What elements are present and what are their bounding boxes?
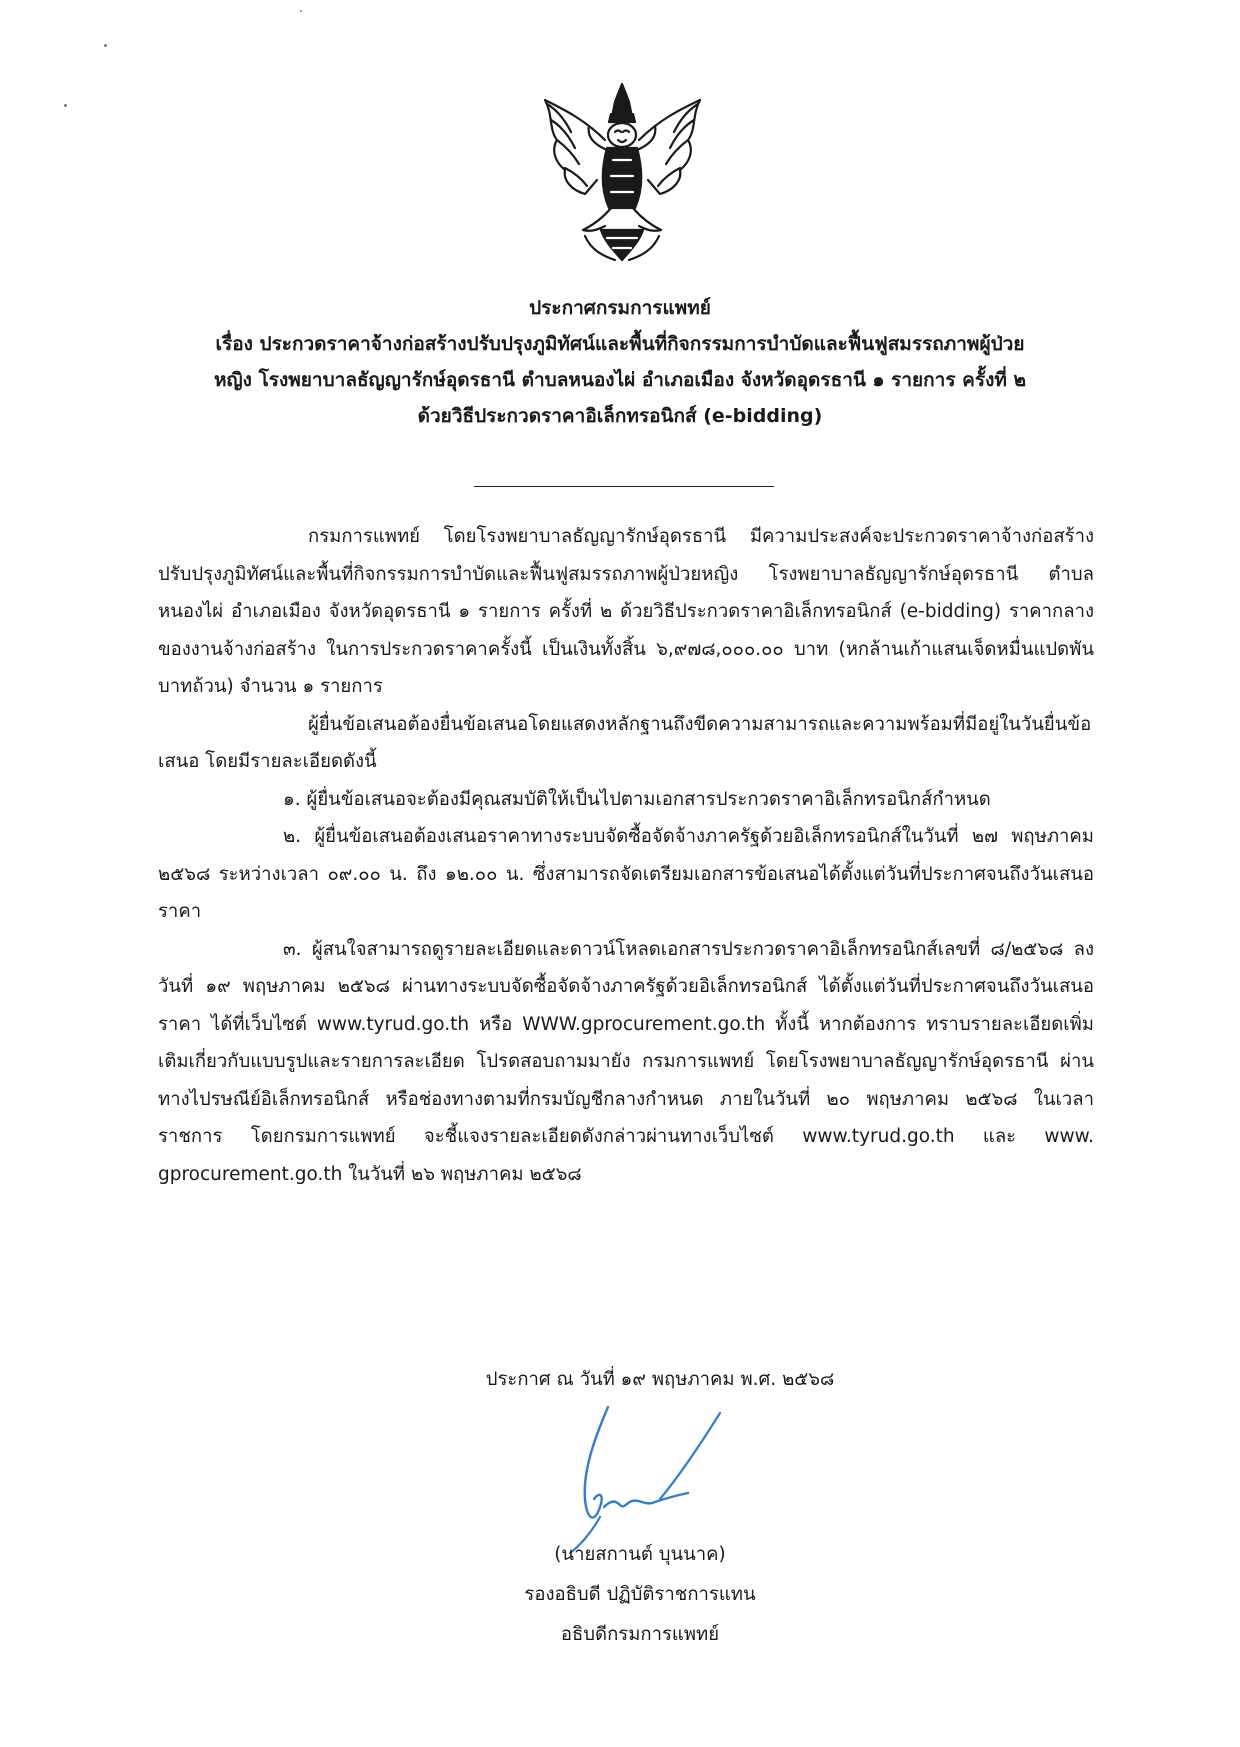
handwritten-signature-icon bbox=[560, 1395, 730, 1555]
paragraph-item-1: ๑. ผู้ยื่นข้อเสนอจะต้องมีคุณสมบัติให้เป็นไปตามเอกสารประกวดราคาอิเล็กทรอนิกส์กำหนด bbox=[283, 788, 991, 810]
announcement-date: ประกาศ ณ วันที่ ๑๙ พฤษภาคม พ.ศ. ๒๕๖๘ bbox=[485, 1369, 835, 1390]
paragraph-item-2: ๒. ผู้ยื่นข้อเสนอต้องเสนอราคาทางระบบจัดซื้อจัดจ้างภาครัฐด้วยอิเล็กทรอนิกส์ในวันที่ ๒๗ พฤษภาคม ๒๕๖๘ ระหว่างเวลา ๐๙.๐๐ น. ถึง ๑๒.๐๐ น. ซึ่งสามารถจัดเตรียมเอกสารข้อเสนอได้ตั้งแต่วันที่ประกาศจนถึงวันเสนอราคา bbox=[158, 826, 1100, 922]
signer-position: รองอธิบดี ปฏิบัติราชการแทน bbox=[524, 1584, 756, 1605]
issuer-title: ประกาศกรมการแพทย์ bbox=[529, 297, 711, 319]
announcement-header bbox=[140, 290, 1100, 434]
subject-line-3: ด้วยวิธีประกวดราคาอิเล็กทรอนิกส์ (e-bidding) bbox=[417, 405, 823, 427]
paragraph-intro: กรมการแพทย์ โดยโรงพยาบาลธัญญารักษ์อุดรธานี มีความประสงค์จะประกวดราคาจ้างก่อสร้างปรับปรุงภูมิทัศน์และพื้นที่กิจกรรมการบำบัดและฟื้นฟูสมรรถภาพผู้ป่วยหญิง โรงพยาบาลธัญญารักษ์อุดรธานี ตำบลหนองไผ่ อำเภอเมือง จังหวัดอุดรธานี ๑ รายการ ครั้งที่ ๒ ด้วยวิธีประกวดราคาอิเล็กทรอนิกส์ (e-bidding) ราคากลางของงานจ้างก่อสร้าง ในการประกวดราคาครั้งนี้ เป็นเงินทั้งสิ้น ๖,๙๗๘,๐๐๐.๐๐ บาท (หกล้านเก้าแสนเจ็ดหมื่นแปดพันบาทถ้วน) จำนวน ๑ รายการ bbox=[158, 526, 1094, 697]
announcement-body bbox=[158, 518, 1100, 1193]
signer-name: (นายสกานต์ บุนนาค) bbox=[554, 1544, 726, 1565]
garuda-emblem-icon bbox=[535, 80, 710, 265]
scan-speck bbox=[64, 104, 67, 107]
signer-on-behalf: อธิบดีกรมการแพทย์ bbox=[560, 1624, 720, 1645]
signer-block bbox=[440, 1535, 840, 1655]
subject-line-2: หญิง โรงพยาบาลธัญญารักษ์อุดรธานี ตำบลหนองไผ่ อำเภอเมือง จังหวัดอุดรธานี ๑ รายการ ครั้งที่ ๒ bbox=[213, 369, 1027, 391]
scan-speck bbox=[104, 44, 107, 47]
paragraph-item-3: ๓. ผู้สนใจสามารถดูรายละเอียดและดาวน์โหลดเอกสารประกวดราคาอิเล็กทรอนิกส์เลขที่ ๘/๒๕๖๘ ลงวันที่ ๑๙ พฤษภาคม ๒๕๖๘ ผ่านทางระบบจัดซื้อจัดจ้างภาครัฐด้วยอิเล็กทรอนิกส์ ได้ตั้งแต่วันที่ประกาศจนถึงวันเสนอราคา ได้ที่เว็บไซต์ www.tyrud.go.th หรือ WWW.gprocurement.go.th ทั้งนี้ หากต้องการ ทราบรายละเอียดเพิ่มเติมเกี่ยวกับแบบรูปและรายการละเอียด โปรดสอบถามมายัง กรมการแพทย์ โดยโรงพยาบาลธัญญารักษ์อุดรธานี ผ่านทางไปรษณีย์อิเล็กทรอนิกส์ หรือช่องทางตามที่กรมบัญชีกลางกำหนด ภายในวันที่ ๒๐ พฤษภาคม ๒๕๖๘ ในเวลาราชการ โดยกรมการแพทย์ จะชี้แจงรายละเอียดดังกล่าวผ่านทางเว็บไซต์ www.tyrud.go.th และ www. gprocurement.go.th ในวันที่ ๒๖ พฤษภาคม ๒๕๖๘ bbox=[158, 938, 1100, 1185]
header-divider bbox=[474, 486, 774, 487]
subject-line-1: เรื่อง ประกวดราคาจ้างก่อสร้างปรับปรุงภูมิทัศน์และพื้นที่กิจกรรมการบำบัดและฟื้นฟูสมรรถภาพผู้ป่วย bbox=[215, 333, 1025, 355]
scan-speck bbox=[300, 10, 302, 12]
paragraph-requirements: ผู้ยื่นข้อเสนอต้องยื่นข้อเสนอโดยแสดงหลักฐานถึงขีดความสามารถและความพร้อมที่มีอยู่ในวันยื่นข้อเสนอ โดยมีรายละเอียดดังนี้ bbox=[158, 713, 1092, 772]
